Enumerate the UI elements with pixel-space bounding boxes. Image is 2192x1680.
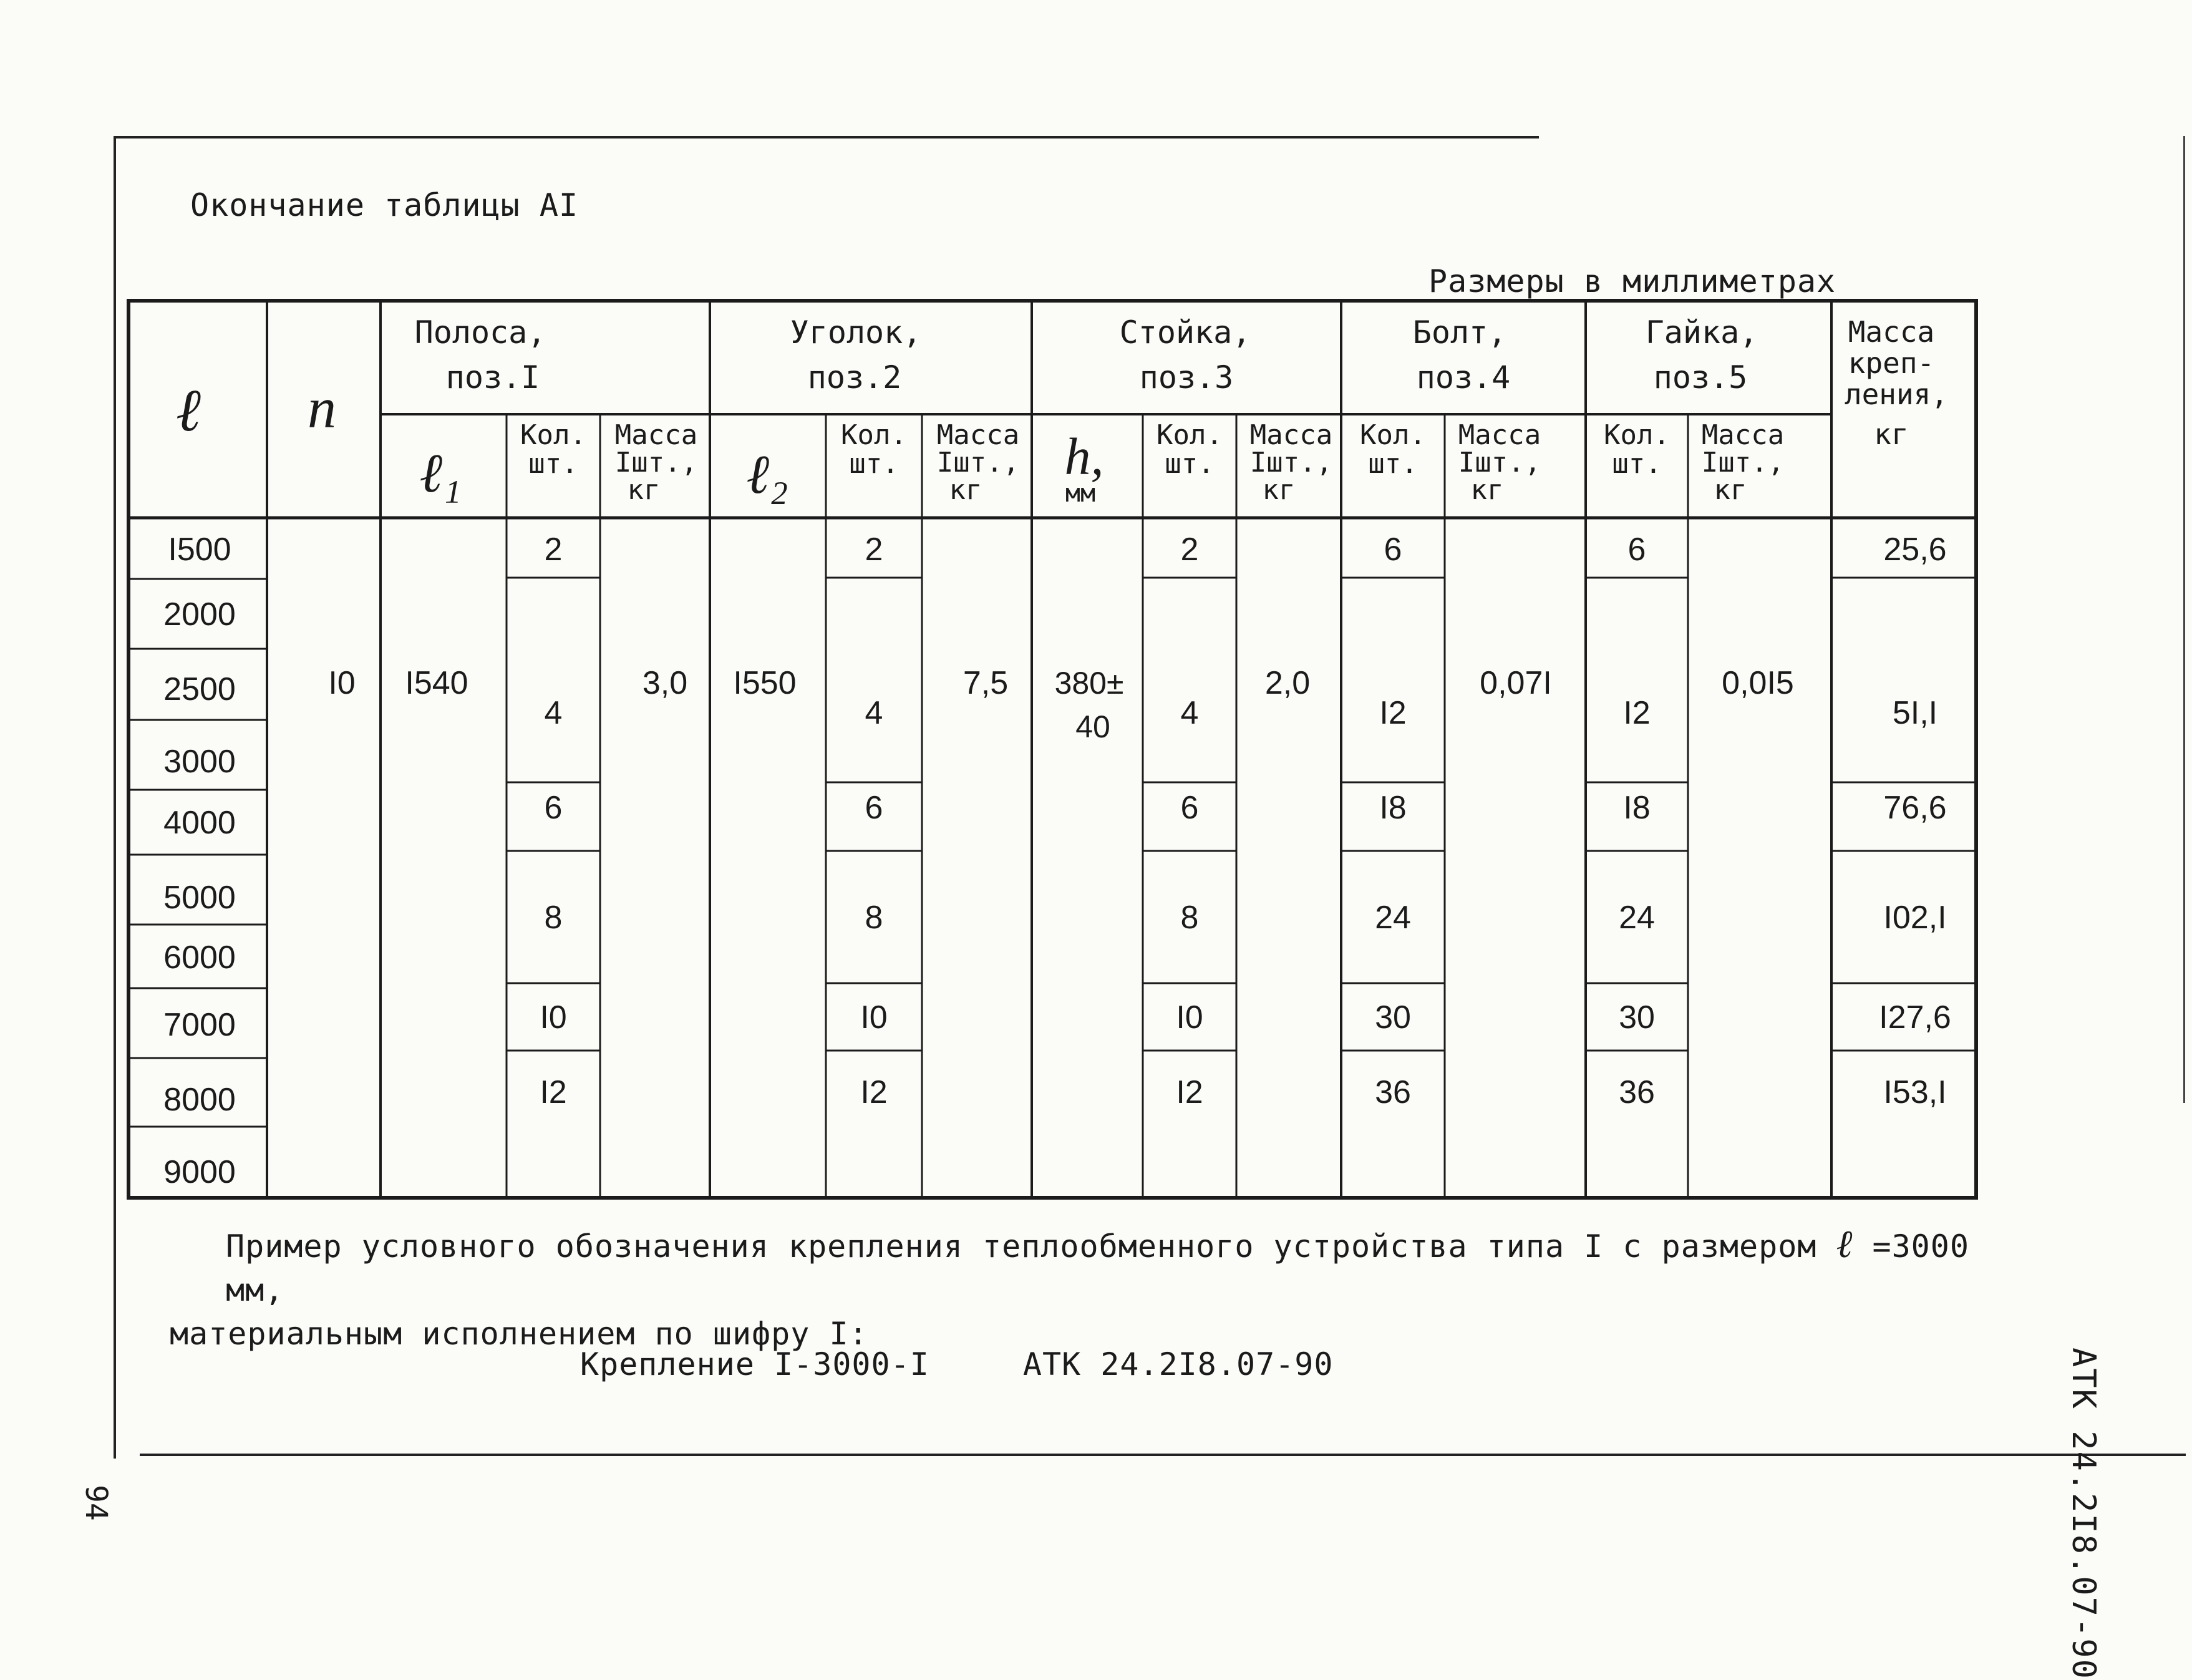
nut-qty: I8 [1623,790,1651,826]
header-group-strip-pos: поз.I [445,359,540,396]
header-kol-line1: Кол. [1360,419,1426,451]
header-group-post-name: Стойка, [1119,314,1251,351]
header-h-unit: мм [1065,479,1096,508]
header-kol-line2: шт. [1612,448,1662,480]
header-kol-line2: шт. [1368,448,1418,480]
header-unit-mass-line3: кг [1470,474,1504,506]
header-group-post-pos: поз.3 [1139,359,1234,396]
header-unit-mass-line1: Масса [614,419,698,451]
header-unit-mass-line3: кг [949,474,982,506]
header-l2: ℓ₂ [746,445,788,505]
header-kol-line1: Кол. [1604,419,1670,451]
angle-unit-mass: 7,5 [963,665,1009,701]
post-qty: 2 [1180,532,1199,568]
header-group-bolt-pos: поз.4 [1416,359,1511,396]
example-line-1-start: Пример условного обозначения крепления теплообменного устройства типа I с размером [226,1228,1817,1265]
header-kol-line2: шт. [849,448,899,480]
angle-qty: I2 [860,1074,888,1110]
strip-qty: 8 [544,900,563,936]
header-kol-line1: Кол. [520,419,586,451]
nut-qty: 36 [1619,1074,1655,1110]
l-value: 8000 [163,1082,236,1118]
example-line-1 [170,1223,2041,1312]
header-h: h, [1064,428,1104,486]
example-line-1-end: =3000 мм, [226,1228,1969,1308]
angle-qty: 2 [865,532,883,568]
angle-qty: 4 [865,695,883,731]
l-value: 6000 [163,940,236,976]
angle-qty: 6 [865,790,883,826]
l1-value: I540 [405,665,468,701]
bolt-qty: 36 [1375,1074,1411,1110]
header-group-angle-pos: поз.2 [807,359,902,396]
fastening-mass: I02,I [1883,900,1947,936]
fastening-mass: 76,6 [1883,790,1947,826]
post-qty: 6 [1180,790,1199,826]
header-l1: ℓ₁ [419,444,462,504]
post-height: 380± [1054,666,1124,701]
nut-qty: I2 [1623,695,1651,731]
side-document-code: АТК 24.2I8.07-90 [2065,1347,2102,1680]
header-total-mass-4: кг [1874,417,1909,451]
header-group-angle-name: Уголок, [790,314,922,351]
header-unit-mass-line2: Iшт., [614,447,698,478]
designation-standard: АТК 24.2I8.07-90 [1022,1346,1334,1382]
post-height-tolerance: 40 [1075,709,1110,744]
header-group-nut-pos: поз.5 [1653,359,1748,396]
l-value: 2500 [163,671,236,707]
fastening-mass: 5I,I [1892,695,1938,731]
strip-unit-mass: 3,0 [642,665,688,701]
example-paragraph [170,1223,2041,1356]
post-unit-mass: 2,0 [1264,665,1311,701]
header-unit-mass-line1: Масса [1458,419,1541,451]
fastening-mass: I27,6 [1879,999,1951,1036]
header-kol-line1: Кол. [1157,419,1223,451]
strip-qty: 4 [544,695,563,731]
designation-text: Крепление I-3000-I [580,1346,929,1382]
strip-qty: 2 [544,532,563,568]
example-line-2: материальным исполнением по шифру I: [170,1316,868,1352]
header-group-bolt-name: Болт, [1412,314,1507,351]
header-unit-mass-line3: кг [1262,474,1296,506]
header-total-mass-1: Масса [1848,315,1935,349]
bolt-qty: I2 [1379,695,1407,731]
header-total-mass-3: ления, [1844,377,1949,411]
bolt-unit-mass: 0,07I [1480,665,1552,701]
example-ell-symbol: ℓ [1836,1223,1853,1266]
angle-qty: 8 [865,900,883,936]
header-kol-line1: Кол. [841,419,907,451]
post-qty: I2 [1176,1074,1203,1110]
post-qty: 8 [1180,900,1199,936]
header-n: n [308,376,336,440]
header-unit-mass-line3: кг [627,474,661,506]
l-value: 7000 [163,1007,236,1043]
units-note: Размеры в миллиметрах [1428,263,1836,299]
header-unit-mass-line2: Iшт., [1458,447,1541,478]
bolt-qty: 30 [1375,999,1411,1036]
header-unit-mass-line1: Масса [1701,419,1785,451]
l-value: 3000 [163,744,236,780]
nut-qty: 6 [1627,532,1646,568]
header-kol-line2: шт. [1165,448,1215,480]
header-unit-mass-line1: Масса [936,419,1020,451]
designation-example [580,1346,1427,1382]
header-kol-line2: шт. [528,448,578,480]
l-value: 2000 [163,596,236,633]
bolt-qty: I8 [1379,790,1407,826]
fastening-mass: I53,I [1883,1074,1947,1110]
post-qty: 4 [1180,695,1199,731]
nut-unit-mass: 0,0I5 [1722,665,1794,701]
strip-qty: I0 [540,999,567,1036]
header-group-nut-name: Гайка, [1645,314,1758,351]
header-unit-mass-line1: Масса [1249,419,1333,451]
strip-qty: 6 [544,790,563,826]
l-value: 5000 [163,880,236,916]
nut-qty: 24 [1619,900,1655,936]
bolt-qty: 24 [1375,900,1411,936]
l2-value: I550 [733,665,797,701]
fastening-mass: 25,6 [1883,532,1947,568]
bolt-qty: 6 [1384,532,1402,568]
l-value: I500 [168,532,231,568]
l-value: 9000 [163,1154,236,1190]
header-l: ℓ [176,377,201,444]
header-unit-mass-line3: кг [1714,474,1747,506]
header-unit-mass-line2: Iшт., [936,447,1020,478]
header-unit-mass-line2: Iшт., [1701,447,1785,478]
strip-qty: I2 [540,1074,567,1110]
n-value: I0 [328,665,356,701]
table-caption: Окончание таблицы АI [190,187,579,223]
header-unit-mass-line2: Iшт., [1249,447,1333,478]
header-total-mass-2: креп- [1848,346,1935,380]
angle-qty: I0 [860,999,888,1036]
nut-qty: 30 [1619,999,1655,1036]
page-number: 94 [79,1485,114,1521]
l-value: 4000 [163,805,236,841]
header-group-strip-name: Полоса, [414,314,546,351]
post-qty: I0 [1176,999,1203,1036]
